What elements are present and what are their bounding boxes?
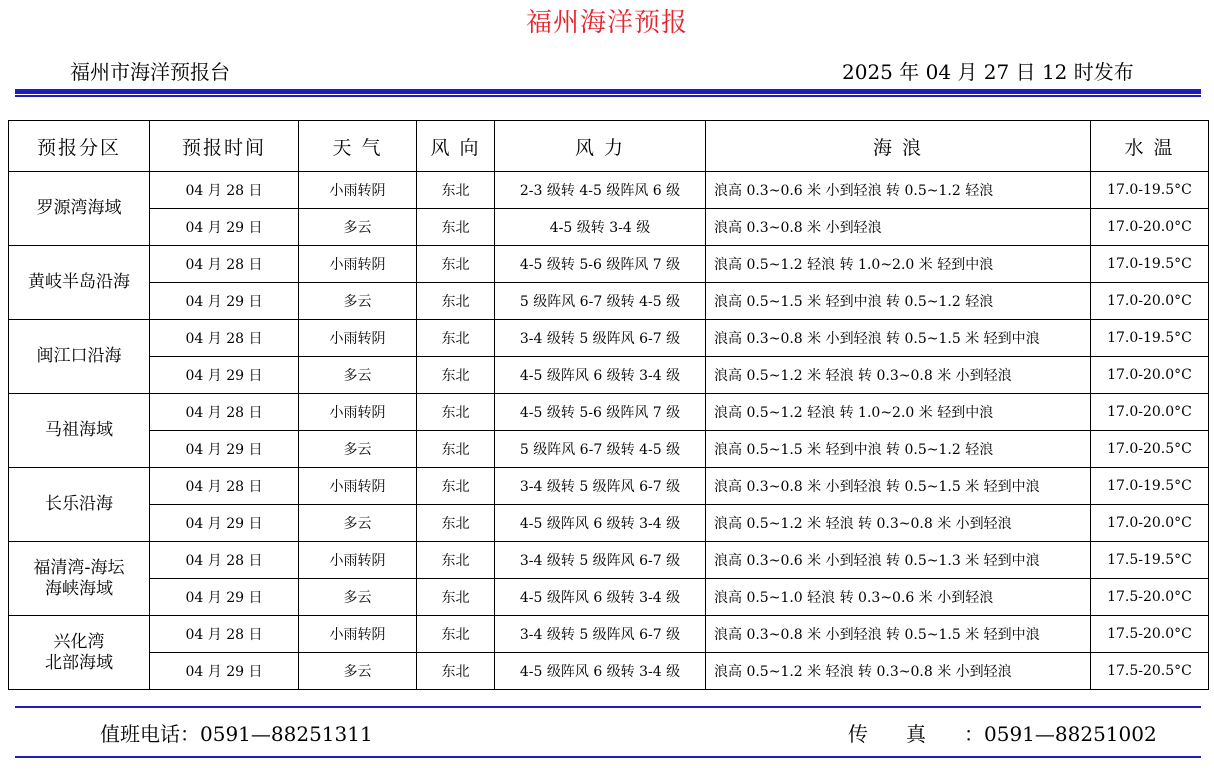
table-row <box>9 246 1209 283</box>
water-temp-cell: 17.0-19.5°C <box>1091 468 1209 505</box>
wind-force-cell: 4-5 级转 3-4 级 <box>495 209 706 246</box>
waves-cell: 浪高 0.5~1.0 轻浪 转 0.3~0.6 米 小到轻浪 <box>706 579 1091 616</box>
wind-force-cell: 3-4 级转 5 级阵风 6-7 级 <box>495 468 706 505</box>
column-header-weather: 天 气 <box>299 121 417 172</box>
wind-direction-cell: 东北 <box>417 616 495 653</box>
wind-force-cell: 5 级阵风 6-7 级转 4-5 级 <box>495 283 706 320</box>
forecast-date-cell: 04 月 28 日 <box>150 394 299 431</box>
zone-name: 马祖海域 <box>9 394 150 468</box>
waves-cell: 浪高 0.5~1.5 米 轻到中浪 转 0.5~1.2 轻浪 <box>706 431 1091 468</box>
waves-cell: 浪高 0.5~1.2 米 轻浪 转 0.3~0.8 米 小到轻浪 <box>706 505 1091 542</box>
forecast-date-cell: 04 月 28 日 <box>150 542 299 579</box>
zone-name: 兴化湾 北部海域 <box>9 616 150 690</box>
waves-cell: 浪高 0.5~1.2 米 轻浪 转 0.3~0.8 米 小到轻浪 <box>706 357 1091 394</box>
waves-cell: 浪高 0.5~1.5 米 轻到中浪 转 0.5~1.2 轻浪 <box>706 283 1091 320</box>
water-temp-cell: 17.0-20.0°C <box>1091 209 1209 246</box>
forecast-date-cell: 04 月 28 日 <box>150 616 299 653</box>
weather-cell: 多云 <box>299 505 417 542</box>
forecast-date-cell: 04 月 29 日 <box>150 579 299 616</box>
table-row <box>9 505 1209 542</box>
waves-cell: 浪高 0.3~0.8 米 小到轻浪 转 0.5~1.5 米 轻到中浪 <box>706 320 1091 357</box>
weather-cell: 小雨转阴 <box>299 468 417 505</box>
wind-force-cell: 4-5 级阵风 6 级转 3-4 级 <box>495 579 706 616</box>
page-title: 福州海洋预报 <box>525 8 688 38</box>
waves-cell: 浪高 0.5~1.2 米 轻浪 转 0.3~0.8 米 小到轻浪 <box>706 653 1091 690</box>
waves-cell: 浪高 0.5~1.2 轻浪 转 1.0~2.0 米 轻到中浪 <box>706 394 1091 431</box>
wind-force-cell: 4-5 级转 5-6 级阵风 7 级 <box>495 246 706 283</box>
zone-name: 黄岐半岛沿海 <box>9 246 150 320</box>
table-row <box>9 542 1209 579</box>
table-row <box>9 209 1209 246</box>
wind-direction-cell: 东北 <box>417 468 495 505</box>
zone-name: 福清湾-海坛 海峡海域 <box>9 542 150 616</box>
waves-cell: 浪高 0.3~0.6 米 小到轻浪 转 0.5~1.3 米 轻到中浪 <box>706 542 1091 579</box>
weather-cell: 小雨转阴 <box>299 246 417 283</box>
zone-name: 闽江口沿海 <box>9 320 150 394</box>
column-header-waves: 海 浪 <box>706 121 1091 172</box>
wind-direction-cell: 东北 <box>417 505 495 542</box>
wind-direction-cell: 东北 <box>417 542 495 579</box>
wind-direction-cell: 东北 <box>417 246 495 283</box>
water-temp-cell: 17.0-20.0°C <box>1091 505 1209 542</box>
weather-cell: 多云 <box>299 357 417 394</box>
wind-force-cell: 4-5 级阵风 6 级转 3-4 级 <box>495 357 706 394</box>
table-row <box>9 616 1209 653</box>
wind-direction-cell: 东北 <box>417 653 495 690</box>
issuer-name: 福州市海洋预报台 <box>70 60 230 84</box>
wind-direction-cell: 东北 <box>417 172 495 209</box>
water-temp-cell: 17.5-20.0°C <box>1091 616 1209 653</box>
water-temp-cell: 17.0-20.0°C <box>1091 283 1209 320</box>
weather-cell: 小雨转阴 <box>299 172 417 209</box>
header-divider <box>15 89 1201 97</box>
waves-cell: 浪高 0.5~1.2 轻浪 转 1.0~2.0 米 轻到中浪 <box>706 246 1091 283</box>
wind-force-cell: 4-5 级转 5-6 级阵风 7 级 <box>495 394 706 431</box>
waves-cell: 浪高 0.3~0.8 米 小到轻浪 转 0.5~1.5 米 轻到中浪 <box>706 616 1091 653</box>
publish-time: 2025 年 04 月 27 日 12 时发布 <box>842 60 1134 84</box>
weather-cell: 多云 <box>299 431 417 468</box>
water-temp-cell: 17.0-20.0°C <box>1091 357 1209 394</box>
forecast-date-cell: 04 月 28 日 <box>150 320 299 357</box>
table-row <box>9 653 1209 690</box>
forecast-date-cell: 04 月 29 日 <box>150 653 299 690</box>
wind-direction-cell: 东北 <box>417 283 495 320</box>
fax-number <box>848 718 1157 747</box>
weather-cell: 多云 <box>299 209 417 246</box>
water-temp-cell: 17.0-20.5°C <box>1091 431 1209 468</box>
water-temp-cell: 17.5-20.5°C <box>1091 653 1209 690</box>
forecast-date-cell: 04 月 28 日 <box>150 246 299 283</box>
wind-force-cell: 5 级阵风 6-7 级转 4-5 级 <box>495 431 706 468</box>
table-row <box>9 172 1209 209</box>
water-temp-cell: 17.0-19.5°C <box>1091 172 1209 209</box>
column-header-wind-force: 风 力 <box>495 121 706 172</box>
forecast-date-cell: 04 月 29 日 <box>150 505 299 542</box>
weather-cell: 多云 <box>299 283 417 320</box>
water-temp-cell: 17.5-19.5°C <box>1091 542 1209 579</box>
waves-cell: 浪高 0.3~0.8 米 小到轻浪 <box>706 209 1091 246</box>
column-header-time: 预报时间 <box>150 121 299 172</box>
forecast-date-cell: 04 月 29 日 <box>150 209 299 246</box>
water-temp-cell: 17.0-19.5°C <box>1091 246 1209 283</box>
duty-phone-label: 值班电话： <box>100 722 200 746</box>
water-temp-cell: 17.0-19.5°C <box>1091 320 1209 357</box>
duty-phone <box>100 718 373 747</box>
table-row <box>9 394 1209 431</box>
weather-cell: 小雨转阴 <box>299 394 417 431</box>
duty-phone-number: 0591—88251311 <box>200 722 373 746</box>
wind-force-cell: 4-5 级阵风 6 级转 3-4 级 <box>495 653 706 690</box>
table-header-row <box>9 121 1209 172</box>
wind-direction-cell: 东北 <box>417 357 495 394</box>
wind-direction-cell: 东北 <box>417 209 495 246</box>
waves-cell: 浪高 0.3~0.6 米 小到轻浪 转 0.5~1.2 轻浪 <box>706 172 1091 209</box>
water-temp-cell: 17.0-20.0°C <box>1091 394 1209 431</box>
wind-force-cell: 3-4 级转 5 级阵风 6-7 级 <box>495 616 706 653</box>
wind-direction-cell: 东北 <box>417 394 495 431</box>
weather-cell: 多云 <box>299 653 417 690</box>
table-row <box>9 468 1209 505</box>
zone-name: 罗源湾海域 <box>9 172 150 246</box>
wind-force-cell: 2-3 级转 4-5 级阵风 6 级 <box>495 172 706 209</box>
forecast-table <box>8 120 1209 690</box>
waves-cell: 浪高 0.3~0.8 米 小到轻浪 转 0.5~1.5 米 轻到中浪 <box>706 468 1091 505</box>
forecast-date-cell: 04 月 29 日 <box>150 283 299 320</box>
forecast-date-cell: 04 月 28 日 <box>150 172 299 209</box>
fax-number-value: 0591—88251002 <box>984 722 1157 746</box>
table-row <box>9 431 1209 468</box>
forecast-date-cell: 04 月 29 日 <box>150 357 299 394</box>
table-row <box>9 283 1209 320</box>
wind-force-cell: 4-5 级阵风 6 级转 3-4 级 <box>495 505 706 542</box>
wind-direction-cell: 东北 <box>417 579 495 616</box>
wind-force-cell: 3-4 级转 5 级阵风 6-7 级 <box>495 320 706 357</box>
weather-cell: 小雨转阴 <box>299 320 417 357</box>
footer-divider-top <box>15 706 1201 708</box>
fax-label: 传真 <box>848 722 964 746</box>
wind-direction-cell: 东北 <box>417 431 495 468</box>
weather-cell: 小雨转阴 <box>299 542 417 579</box>
table-row <box>9 357 1209 394</box>
wind-direction-cell: 东北 <box>417 320 495 357</box>
forecast-date-cell: 04 月 29 日 <box>150 431 299 468</box>
wind-force-cell: 3-4 级转 5 级阵风 6-7 级 <box>495 542 706 579</box>
weather-cell: 小雨转阴 <box>299 616 417 653</box>
weather-cell: 多云 <box>299 579 417 616</box>
table-row <box>9 320 1209 357</box>
forecast-date-cell: 04 月 28 日 <box>150 468 299 505</box>
footer-divider-bottom <box>15 756 1201 758</box>
water-temp-cell: 17.5-20.0°C <box>1091 579 1209 616</box>
zone-name: 长乐沿海 <box>9 468 150 542</box>
column-header-water-temp: 水 温 <box>1091 121 1209 172</box>
table-row <box>9 579 1209 616</box>
column-header-zone: 预报分区 <box>9 121 150 172</box>
column-header-wind-direction: 风 向 <box>417 121 495 172</box>
fax-colon: ： <box>964 722 984 746</box>
